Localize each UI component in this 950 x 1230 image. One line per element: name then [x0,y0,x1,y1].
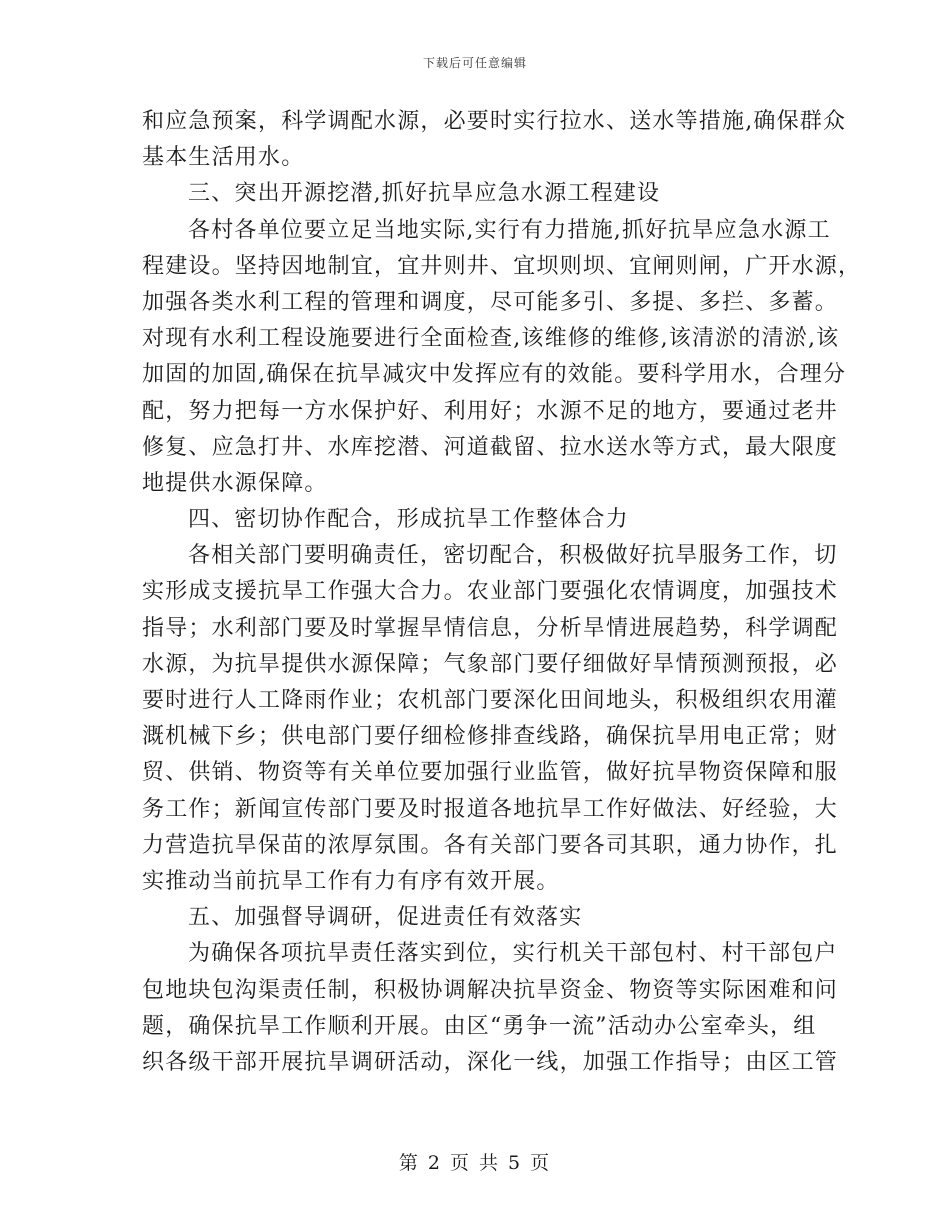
text-line: 实推动当前抗旱工作有力有序有效开展。 [142,868,560,894]
page-footer: 第 2 页 共 5 页 [398,1152,552,1174]
text-line: 织各级干部开展抗旱调研活动，深化一线，加强工作指导；由区工管 [142,1049,839,1075]
text-line: 包地块包沟渠责任制，积极协调解决抗旱资金、物资等实际困难和问 [142,977,839,1003]
text-line: 指导；水利部门要及时掌握旱情信息，分析旱情进展趋势，科学调配 [142,615,839,641]
text-line: 加固的加固,确保在抗旱减灾中发挥应有的效能。要科学用水，合理分 [142,362,847,388]
text-line: 对现有水利工程设施要进行全面检查,该维修的维修,该清淤的清淤,该 [142,326,840,352]
text-line: 修复、应急打井、水库挖潜、河道截留、拉水送水等方式，最大限度 [142,434,839,460]
text-line: 实形成支援抗旱工作强大合力。农业部门要强化农情调度，加强技术 [142,579,839,605]
text-line: 力营造抗旱保苗的浓厚氛围。各有关部门要各司其职，通力协作，扎 [142,832,839,858]
text-line: 为确保各项抗旱责任落实到位，实行机关干部包村、村干部包户 [188,941,838,967]
text-line: 贸、供销、物资等有关单位要加强行业监管，做好抗旱物资保障和服 [142,760,839,786]
text-line: 五、加强督导调研，促进责任有效落实 [188,905,583,931]
page-header: 下载后可任意编辑 [422,56,527,70]
text-line: 加强各类水利工程的管理和调度，尽可能多引、多提、多拦、多蓄。 [142,289,839,315]
text-line: 基本生活用水。 [142,145,305,171]
text-line: 程建设。坚持因地制宜，宜井则井、宜坝则坝、宜闸则闸，广开水源， [142,253,862,279]
text-line: 各村各单位要立足当地实际,实行有力措施,抓好抗旱应急水源工 [188,217,831,243]
text-line: 务工作；新闻宣传部门要及时报道各地抗旱工作好做法、好经验，大 [142,796,839,822]
document-body [142,104,862,1081]
text-line: 溉机械下乡；供电部门要仔细检修排查线路，确保抗旱用电正常；财 [142,724,839,750]
text-line: 水源，为抗旱提供水源保障；气象部门要仔细做好旱情预测预报，必 [142,651,839,677]
text-line: 四、密切协作配合，形成抗旱工作整体合力 [188,507,629,533]
text-line: 要时进行人工降雨作业；农机部门要深化田间地头，积极组织农用灌 [142,688,839,713]
text-line: 地提供水源保障。 [142,470,328,496]
text-line: 题，确保抗旱工作顺利开展。由区“勇争一流”活动办公室牵头，组 [142,1013,817,1039]
text-line: 三、突出开源挖潜,抓好抗旱应急水源工程建设 [188,181,661,207]
text-line: 配，努力把每一方水保护好、利用好；水源不足的地方，要通过老井 [142,398,839,424]
text-line: 和应急预案，科学调配水源，必要时实行拉水、送水等措施,确保群众 [142,109,847,134]
text-line: 各相关部门要明确责任，密切配合，积极做好抗旱服务工作，切 [188,543,838,569]
